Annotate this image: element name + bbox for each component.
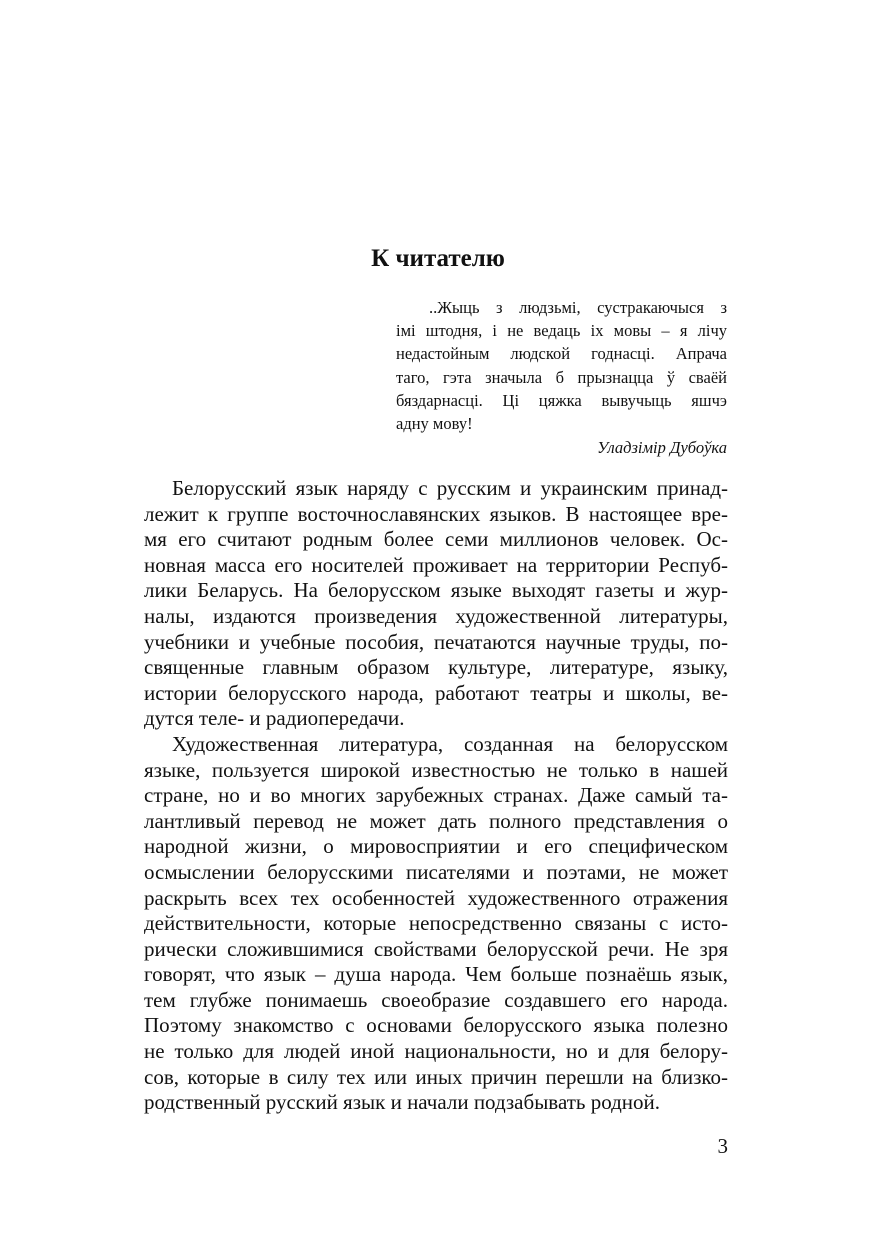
text-line: стране, но и во многих зарубежных странах. Даже самый та- (144, 783, 728, 808)
text-line: лантливый перевод не может дать полного представления о (144, 808, 728, 833)
text-line: языке, пользуется широкой известностью не только в нашей (144, 757, 728, 782)
text-line: действительности, которые непосредственно связаны с исто- (144, 911, 728, 936)
text-line: Белорусский язык наряду с русским и украинским принад- (172, 476, 728, 500)
text-line: дутся теле- и радиопередачи. (144, 706, 405, 731)
text-line: раскрыть всех тех особенностей художественного отражения (144, 885, 728, 910)
text-line: не только для людей иной национальности, но и для белору- (144, 1039, 728, 1064)
text-line: новная масса его носителей проживает на территории Респуб- (144, 552, 728, 577)
page-number: 3 (717, 1134, 728, 1158)
body-text (144, 476, 728, 1116)
text-line: лики Беларусь. На белорусском языке выходят газеты и жур- (144, 578, 728, 603)
text-line: налы, издаются произведения художественной литературы, (144, 603, 728, 628)
text-line: народной жизни, о мировосприятии и его специфическом (144, 834, 728, 859)
page-title: К читателю (371, 245, 505, 272)
text-line: истории белорусского народа, работают театры и школы, ве- (144, 680, 728, 705)
epigraph-line: ..Жыць з людзьмі, сустракаючыся з (429, 298, 727, 317)
text-line: мя его считают родным более семи миллионов человек. Ос- (144, 527, 728, 552)
text-line: говорят, что язык – душа народа. Чем больше познаёшь язык, (144, 962, 728, 987)
epigraph-line: імі штодня, і не ведаць іх мовы – я лічу (396, 321, 727, 341)
epigraph-line: таго, гэта значыла б прызнацца ў сваёй (396, 367, 727, 387)
epigraph (396, 296, 727, 459)
epigraph-author: Уладзімір Дубоўка (597, 438, 727, 458)
text-line: Поэтому знакомство с основами белорусского языка полезно (144, 1013, 728, 1038)
text-line: осмыслении белорусскими писателями и поэтами, не может (144, 859, 728, 884)
text-line: тем глубже понимаешь своеобразие создавшего его народа. (144, 987, 728, 1012)
text-line: Художественная литература, созданная на белорусском (172, 731, 728, 756)
epigraph-line: бяздарнасці. Ці цяжка вывучыць яшчэ (396, 390, 727, 410)
text-line: священные главным образом культуре, литературе, языку, (144, 655, 728, 680)
text-line: сов, которые в силу тех или иных причин перешли на близко- (144, 1064, 728, 1089)
epigraph-line: адну мову! (396, 414, 473, 434)
paragraph-2 (144, 732, 728, 1116)
text-line: родственный русский язык и начали подзабывать родной. (144, 1090, 661, 1115)
paragraph-1 (144, 476, 728, 732)
epigraph-line: недастойным людской годнасці. Апрача (396, 344, 727, 364)
text-line: лежит к группе восточнославянских языков. В настоящее вре- (144, 501, 728, 526)
text-line: рически сложившимися свойствами белорусской речи. Не зря (144, 936, 728, 961)
text-line: учебники и учебные пособия, печатаются научные труды, по- (144, 629, 728, 654)
